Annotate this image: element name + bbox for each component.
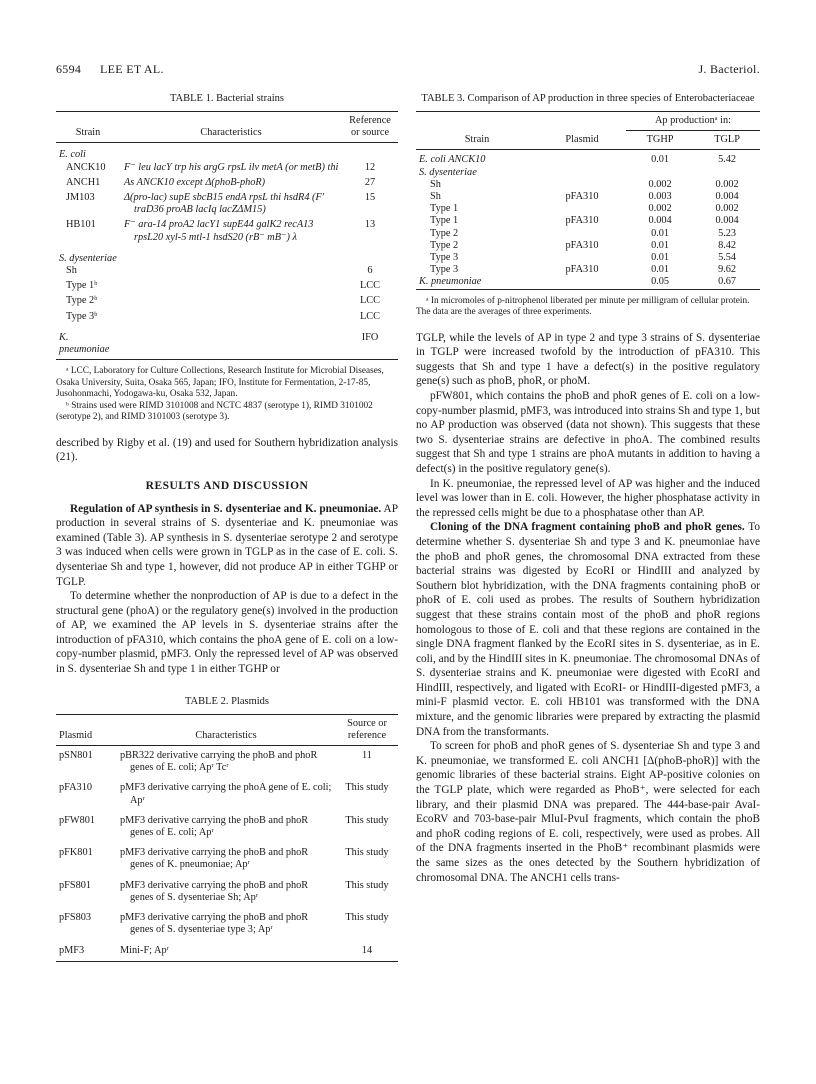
paragraph-heading: Cloning of the DNA fragment containing phoB and phoR genes. — [430, 521, 745, 534]
table2-source: This study — [345, 847, 389, 859]
table3-plasmid: pFA310 — [565, 239, 599, 251]
table3-strain: Type 3 — [430, 264, 459, 276]
table1-strain: Sh — [66, 265, 77, 277]
paragraph — [56, 502, 398, 590]
page-number: 6594 — [56, 62, 82, 76]
table3-plasmid — [538, 276, 626, 289]
table3-tglp: 9.62 — [718, 264, 737, 276]
table2-grid — [56, 714, 398, 962]
table2-characteristics: pMF3 derivative carrying the phoB and phoR genes of K. pneumoniae; Apʳ — [120, 847, 309, 871]
table3-plasmid: pFA310 — [565, 191, 599, 203]
table-row — [416, 276, 760, 289]
paragraph-body: To determine whether S. dysenteriae Sh and type 3 and K. pneumoniae have the phoB and phoR genes, the chromosomal DNA extracted from these bacterial strains was digested by EcoRI or HindIII and analyzed by Southern blot hybridization, with the DNA fragments containing phoB or phoR of E. coli used as probes. The results of Southern hybridization suggest that these strains contain most of the phoB and phoR regions homologous to those of E. coli and that these regions are contained in the single DNA fragment flanked by the EcoRI sites in S. dysenteriae, as in E. coli, and by the HindIII sites in K. pneumoniae. The chromosomal DNAs of S. dysenteriae strains and K. pneumoniae were digested with EcoRI and HindIII, respectively, and ligated with EcoRI- or HindIII-digested pMF3, a mini-F plasmid vector. E. coli HB101 was transformed with the DNA mixture, and the genomic libraries were prepared by extracting the plasmid DNA from the transformants. — [416, 521, 760, 738]
table3-tglp: 8.42 — [718, 239, 737, 251]
table-row — [56, 746, 398, 779]
table2-source: This study — [345, 782, 389, 794]
table2-source: This study — [345, 814, 389, 826]
table3-col-strain: Strain — [464, 134, 490, 146]
table2-plasmid: pSN801 — [59, 750, 93, 762]
table2-plasmid: pFA310 — [59, 782, 92, 794]
table1-group-row — [56, 247, 398, 265]
table1-strain: JM103 — [66, 192, 95, 204]
table3-plasmid: pFA310 — [565, 264, 599, 276]
table3-tghp: 0.05 — [651, 276, 670, 288]
table3-tghp: 0.003 — [648, 191, 672, 203]
table1-strain: ANCH1 — [66, 176, 101, 188]
table3-strain: Type 3 — [430, 252, 459, 264]
table1-col-characteristics: Characteristics — [200, 127, 262, 139]
table3-footnotes — [416, 296, 760, 319]
table1-reference: LCC — [359, 295, 381, 307]
table1-strain: Type 3ᵇ — [66, 310, 98, 322]
table3-col-tglp: TGLP — [714, 134, 740, 146]
table3-grid — [416, 111, 760, 290]
left-body-text — [56, 436, 398, 677]
table3-tglp: 0.004 — [715, 191, 739, 203]
table-row — [56, 778, 398, 810]
section-heading: RESULTS AND DISCUSSION — [145, 479, 309, 492]
table2-plasmid: pMF3 — [59, 944, 85, 956]
table-row — [416, 167, 760, 179]
table3-tglp: 0.002 — [715, 178, 739, 190]
table2-characteristics: pBR322 derivative carrying the phoB and phoR genes of E. coli; Apʳ Tcʳ — [120, 750, 318, 774]
table3-tglp: 5.42 — [718, 154, 737, 166]
table3-strain: K. pneumoniae — [419, 276, 482, 288]
table1-reference: LCC — [359, 280, 381, 292]
table1-col-strain: Strain — [75, 127, 101, 139]
table3-tghp: 0.01 — [651, 252, 670, 264]
table1-group-row — [56, 143, 398, 162]
table-row — [416, 203, 760, 215]
table-row — [416, 264, 760, 276]
table-row — [416, 240, 760, 252]
table1-reference: 15 — [364, 192, 376, 204]
table1-reference: 27 — [364, 176, 376, 188]
paragraph-heading: Regulation of AP synthesis in S. dysenteriae and K. pneumoniae. — [70, 502, 382, 515]
table3 — [416, 92, 760, 319]
table1-characteristics: As ANCK10 except Δ(phoB-phoR) — [124, 176, 266, 188]
table1-strain: Type 2ᵇ — [66, 295, 98, 307]
table1-footnote-a: ᵃ LCC, Laboratory for Culture Collections, Research Institute for Microbial Diseases, Osaka University, Suita, Osaka 565, Japan; IFO, Institute for Fermentation, 2-17-85, Jusohonmachi, Yodogawa-ku, Osaka 532, Japan. — [56, 366, 384, 400]
table2-col-plasmid: Plasmid — [59, 729, 93, 741]
table2 — [56, 695, 398, 962]
table3-tglp: 0.002 — [715, 203, 739, 215]
table-row — [56, 162, 398, 177]
table-row — [56, 265, 398, 280]
table3-strain: Type 2 — [430, 227, 459, 239]
paragraph: In K. pneumoniae, the repressed level of AP was higher and the induced level was lower than in E. coli. However, the higher phosphatase activity in the repressed cells might be due to a phosphatase other than AP. — [416, 477, 760, 519]
table-row — [56, 876, 398, 908]
table3-strain: Sh — [430, 191, 441, 203]
paragraph — [416, 520, 760, 739]
table1-characteristics — [120, 280, 342, 295]
table-row — [56, 280, 398, 295]
table2-characteristics: pMF3 derivative carrying the phoB and phoR genes of E. coli; Apʳ — [120, 814, 309, 839]
table3-tghp: 0.01 — [651, 239, 670, 251]
table-row — [416, 191, 760, 203]
journal-name: J. Bacteriol. — [698, 62, 760, 76]
table1-characteristics — [120, 332, 342, 360]
table3-plasmid — [538, 167, 626, 179]
table1 — [56, 92, 398, 424]
table2-characteristics: pMF3 derivative carrying the phoB and phoR genes of S. dysenteriae Sh; Apʳ — [120, 879, 309, 903]
paragraph: To determine whether the nonproduction of AP is due to a defect in the structural gene (phoA) or the regulatory gene(s) involved in the production of AP, we examined the AP levels in S. dysenteriae strains after the introduction of pFA310, which contains the phoA gene of E. coli on a low-copy-number plasmid, pMF3. Only the repressed level of AP was observed in S. dysenteriae Sh and type 1 in either TGHP or — [56, 590, 398, 676]
table1-strain: K. pneumoniae — [59, 331, 110, 356]
table-row — [56, 332, 398, 360]
table1-characteristics — [120, 311, 342, 326]
table3-plasmid — [538, 179, 626, 191]
table3-tglp — [694, 167, 760, 179]
table3-tglp: 5.54 — [718, 252, 737, 264]
table-row — [56, 311, 398, 326]
table3-title: TABLE 3. Comparison of AP production in three species of Enterobacteriaceae — [421, 93, 755, 104]
table1-characteristics: F⁻ leu lacY trp his argG rpsL ilv metA (or metB) thi — [124, 161, 339, 173]
table-row — [416, 150, 760, 167]
table3-plasmid: pFA310 — [565, 215, 599, 227]
table-row — [56, 811, 398, 843]
table3-tghp: 0.01 — [651, 264, 670, 276]
table2-source: This study — [345, 912, 389, 924]
right-body-text — [416, 331, 760, 886]
table2-title: TABLE 2. Plasmids — [184, 695, 270, 707]
paragraph-body: AP production in several strains of S. dysenteriae and K. pneumoniae was examined (Table 3). AP synthesis in S. dysenteriae serotype 2 and serotype 3 was induced when cells were grown in TGLP as in the case of E. coli. S. dysenteriae Sh and type 1, however, did not produce AP in either TGHP or TGLP. — [56, 502, 398, 588]
table3-plasmid — [538, 228, 626, 240]
table3-tghp: 0.01 — [651, 154, 670, 166]
table2-source: 14 — [361, 944, 373, 956]
table1-reference: IFO — [361, 331, 379, 343]
table2-source: 11 — [362, 750, 372, 762]
table1-footnotes — [56, 366, 398, 424]
table3-col-ap-production: Ap productionᵃ in: — [626, 112, 760, 131]
paragraph: To screen for phoB and phoR genes of S. dysenteriae Sh and type 3 and K. pneumoniae, we transformed E. coli ANCH1 [Δ(phoB-phoR)] with the genomic libraries of these bacterial strains. Eight AP-positive colonies on the TGLP plate, which were regarded as PhoB⁺, were selected for each library, and their plasmid DNA was prepared. The 444-base-pair AvaI-EcoRV and 703-base-pair MluI-PvuI fragments, which contain the phoB and phoR coding regions of E. coli, respectively, were used as probes. All of the DNA fragments inserted in the PhoB⁺ recombinant plasmids were the same sizes as the ones detected by the Southern hybridization of chromosomal DNA. The ANCH1 cells trans- — [416, 740, 760, 884]
table3-strain: E. coli ANCK10 — [419, 154, 486, 166]
table1-characteristics: F⁻ ara-14 proA2 lacY1 supE44 galK2 recA13 rpsL20 xyl-5 mtl-1 hsdS20 (rB⁻ mB⁻) λ — [124, 219, 314, 243]
table2-plasmid: pFW801 — [59, 814, 96, 826]
left-column — [56, 92, 398, 962]
table-row — [416, 179, 760, 191]
table1-strain: ANCK10 — [66, 161, 106, 173]
table-row — [56, 941, 398, 962]
table-row — [56, 908, 398, 940]
table1-characteristics — [120, 265, 342, 280]
table1-reference: LCC — [359, 310, 381, 322]
table1-footnote-b: ᵇ Strains used were RIMD 3101008 and NCTC 4837 (serotype 1), RIMD 3101002 (serotype 2), and RIMD 3101003 (serotype 3). — [56, 400, 373, 423]
table3-plasmid — [538, 150, 626, 167]
table3-tghp — [626, 167, 694, 179]
table2-col-characteristics: Characteristics — [195, 729, 257, 741]
table1-reference: 6 — [367, 265, 373, 277]
table3-footnote-a: ᵃ In micromoles of p-nitrophenol liberated per minute per milligram of cellular protein. The data are the averages of three experiments. — [416, 295, 750, 318]
table3-tglp: 0.004 — [715, 215, 739, 227]
table3-col-tghp: TGHP — [646, 134, 674, 146]
table-row — [56, 177, 398, 192]
right-column — [416, 92, 760, 885]
table3-tglp: 5.23 — [718, 227, 737, 239]
table3-plasmid — [538, 252, 626, 264]
table-row — [56, 192, 398, 219]
table2-plasmid: pFK801 — [59, 847, 93, 859]
table-row — [56, 843, 398, 875]
table-row — [416, 215, 760, 227]
table1-title: TABLE 1. Bacterial strains — [169, 93, 285, 104]
table3-strain: Type 1 — [430, 215, 459, 227]
paragraph: TGLP, while the levels of AP in type 2 and type 3 strains of S. dysenteriae in TGLP were increased twofold by the introduction of pFA310. This suggests that Sh and type 1 have a defect(s) in the positive regulatory gene(s) such as phoB, phoR, or phoM. — [416, 331, 760, 388]
table2-characteristics: Mini-F; Apʳ — [120, 944, 169, 956]
table2-plasmid: pFS803 — [59, 912, 92, 924]
table-row — [56, 219, 398, 246]
table1-characteristics: Δ(pro-lac) supE sbcB15 endA rpsL thi hsdR4 (F′ traD36 proAB lacIq lacZΔM15) — [124, 192, 325, 216]
table1-grid — [56, 111, 398, 360]
table1-strain: Type 1ᵇ — [66, 280, 98, 292]
table3-strain: Sh — [430, 178, 441, 190]
table3-tghp: 0.01 — [651, 227, 670, 239]
table2-col-source: Source or reference — [347, 717, 387, 741]
table2-plasmid: pFS801 — [59, 879, 92, 891]
table3-tghp: 0.002 — [648, 178, 672, 190]
table-row — [416, 228, 760, 240]
table3-strain: Type 2 — [430, 239, 459, 251]
table1-group-name: E. coli — [59, 149, 86, 161]
table1-group-name: S. dysenteriae — [59, 252, 117, 264]
table3-strain: S. dysenteriae — [419, 166, 477, 178]
table3-strain: Type 1 — [430, 203, 459, 215]
table1-characteristics — [120, 295, 342, 310]
table3-tghp: 0.004 — [648, 215, 672, 227]
table3-col-plasmid: Plasmid — [565, 134, 599, 146]
table3-tglp: 0.67 — [718, 276, 737, 288]
table-row — [56, 295, 398, 310]
table1-strain: HB101 — [66, 219, 96, 231]
table2-characteristics: pMF3 derivative carrying the phoB and phoR genes of S. dysenteriae type 3; Apʳ — [120, 912, 309, 936]
table-row — [416, 252, 760, 264]
running-authors: LEE ET AL. — [100, 62, 164, 76]
table2-source: This study — [345, 879, 389, 891]
paragraph: pFW801, which contains the phoB and phoR genes of E. coli on a low-copy-number plasmid, pMF3, was introduced into strains Sh and type 1, but no AP production was observed (data not shown). This suggests that these two S. dysenteriae strains are defective in phoA. The combined results suggest that Sh and type 1 strains are phoA mutants in addition to having a defect(s) in the positive regulatory gene(s). — [416, 390, 760, 475]
table3-plasmid — [538, 203, 626, 215]
table1-reference: 13 — [364, 219, 376, 231]
paragraph: described by Rigby et al. (19) and used for Southern hybridization analysis (21). — [56, 436, 398, 464]
table2-characteristics: pMF3 derivative carrying the phoA gene of E. coli; Apʳ — [120, 782, 332, 806]
table3-tghp: 0.002 — [648, 203, 672, 215]
table1-col-reference: Reference or source — [349, 115, 391, 139]
table1-reference: 12 — [364, 161, 376, 173]
